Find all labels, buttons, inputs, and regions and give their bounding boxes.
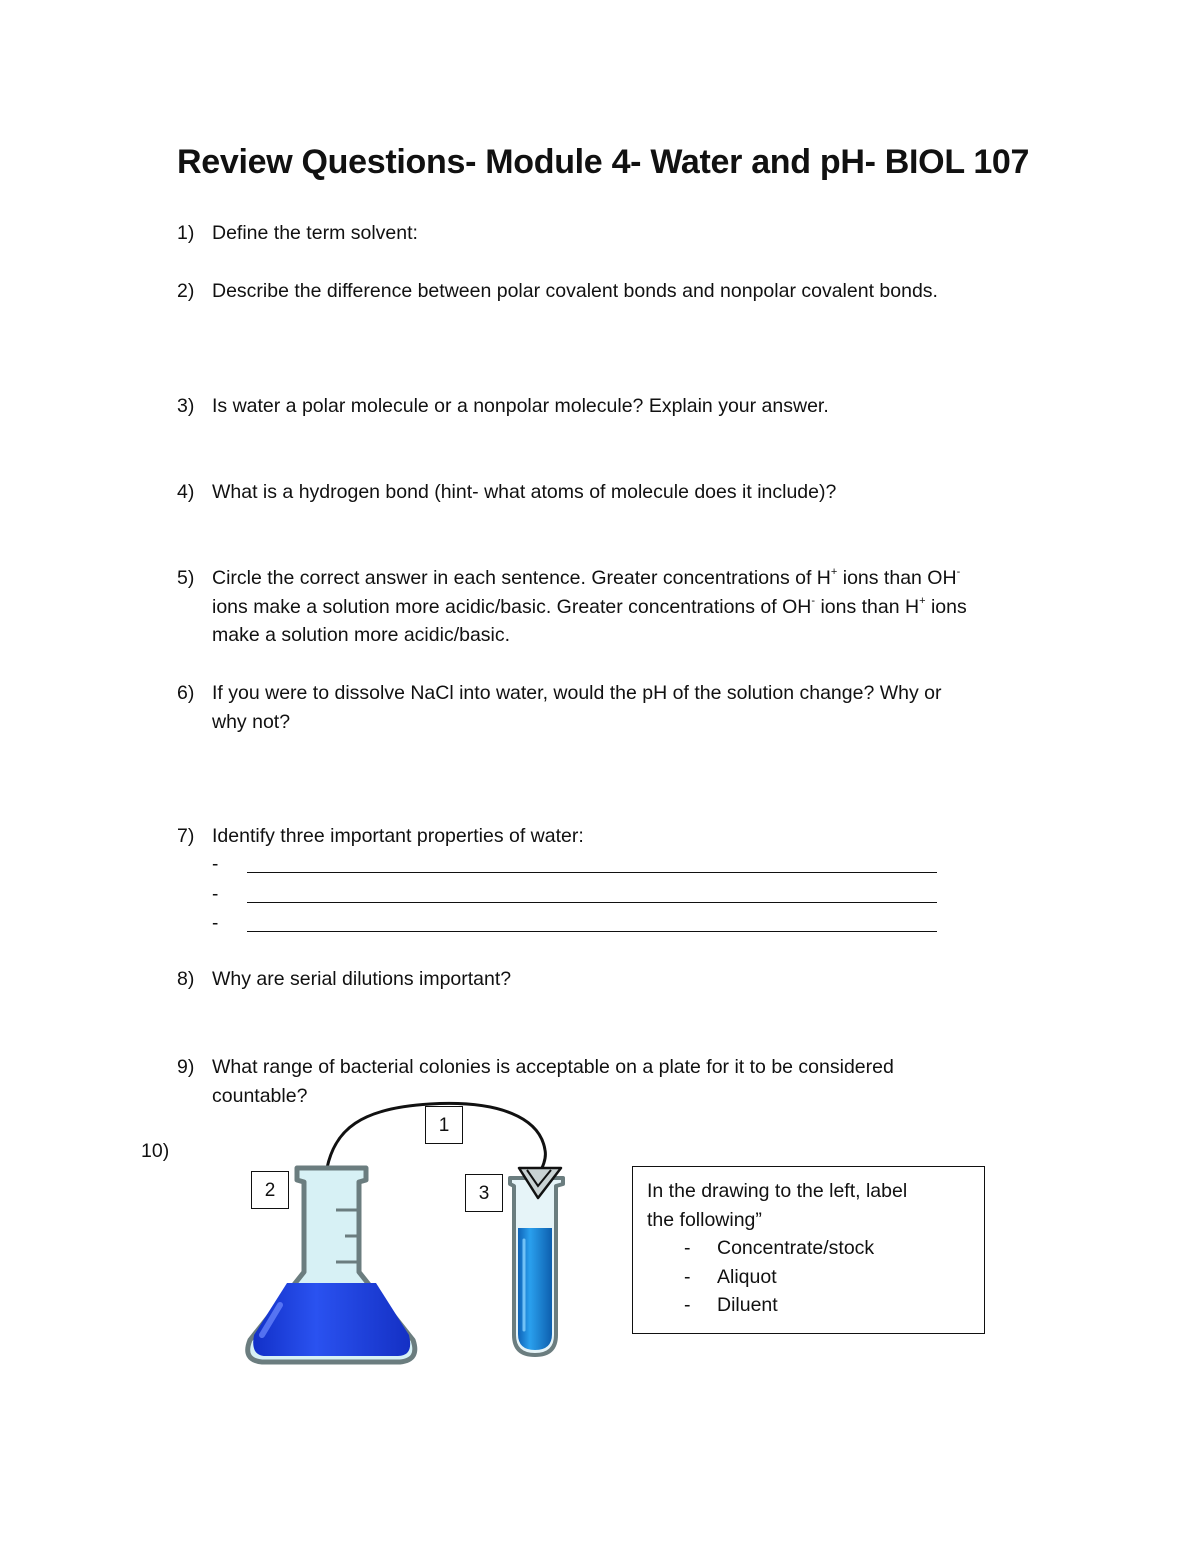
question-text: Identify three important properties of water: [212,825,584,847]
question-text: Describe the difference between polar covalent bonds and nonpolar covalent bonds. [212,280,938,302]
instruction-box [632,1166,985,1334]
question-number: 2) [177,280,195,302]
instruction-line: the following” [647,1208,762,1231]
question-number: 6) [177,682,195,704]
question-number: 4) [177,481,195,503]
question-number: 7) [177,825,195,847]
question-number: 8) [177,968,195,990]
test-tube [510,1168,563,1355]
label-box-2[interactable]: 2 [251,1171,289,1209]
bullet-dash: - [212,884,219,905]
question-text: Why are serial dilutions important? [212,968,512,990]
question-text: What range of bacterial colonies is acceptable on a plate for it to be considered countable? [212,1056,894,1107]
instruction-item: - Aliquot [684,1265,777,1288]
page-title: Review Questions- Module 4- Water and pH- BIOL 107 [177,143,1030,181]
question-number: 5) [177,567,195,589]
instruction-item: - Concentrate/stock [684,1237,875,1259]
instruction-item: - Diluent [684,1294,778,1316]
question-10-number: 10) [141,1140,170,1162]
instruction-line: In the drawing to the left, label [647,1180,908,1202]
question-text: Define the term solvent: [212,222,418,244]
bullet-dash: - [212,854,219,875]
question-text: If you were to dissolve NaCl into water, would the pH of the solution change? Why or why not? [212,682,942,733]
question-number: 1) [177,222,195,244]
question-text: Circle the correct answer in each sentence. Greater concentrations of H+ ions than OH- ions make a solution more acidic/basic. Greater concentrations of OH- ions than H+ ions make a solution more acidic/basic. [212,566,967,646]
question-text: Is water a polar molecule or a nonpolar molecule? Explain your answer. [212,395,829,417]
question-number: 3) [177,395,195,417]
label-box-1[interactable]: 1 [425,1106,463,1144]
question-text: What is a hydrogen bond (hint- what atoms of molecule does it include)? [212,481,837,503]
question-number: 9) [177,1056,195,1078]
bullet-dash: - [212,913,219,934]
label-box-3[interactable]: 3 [465,1174,503,1212]
